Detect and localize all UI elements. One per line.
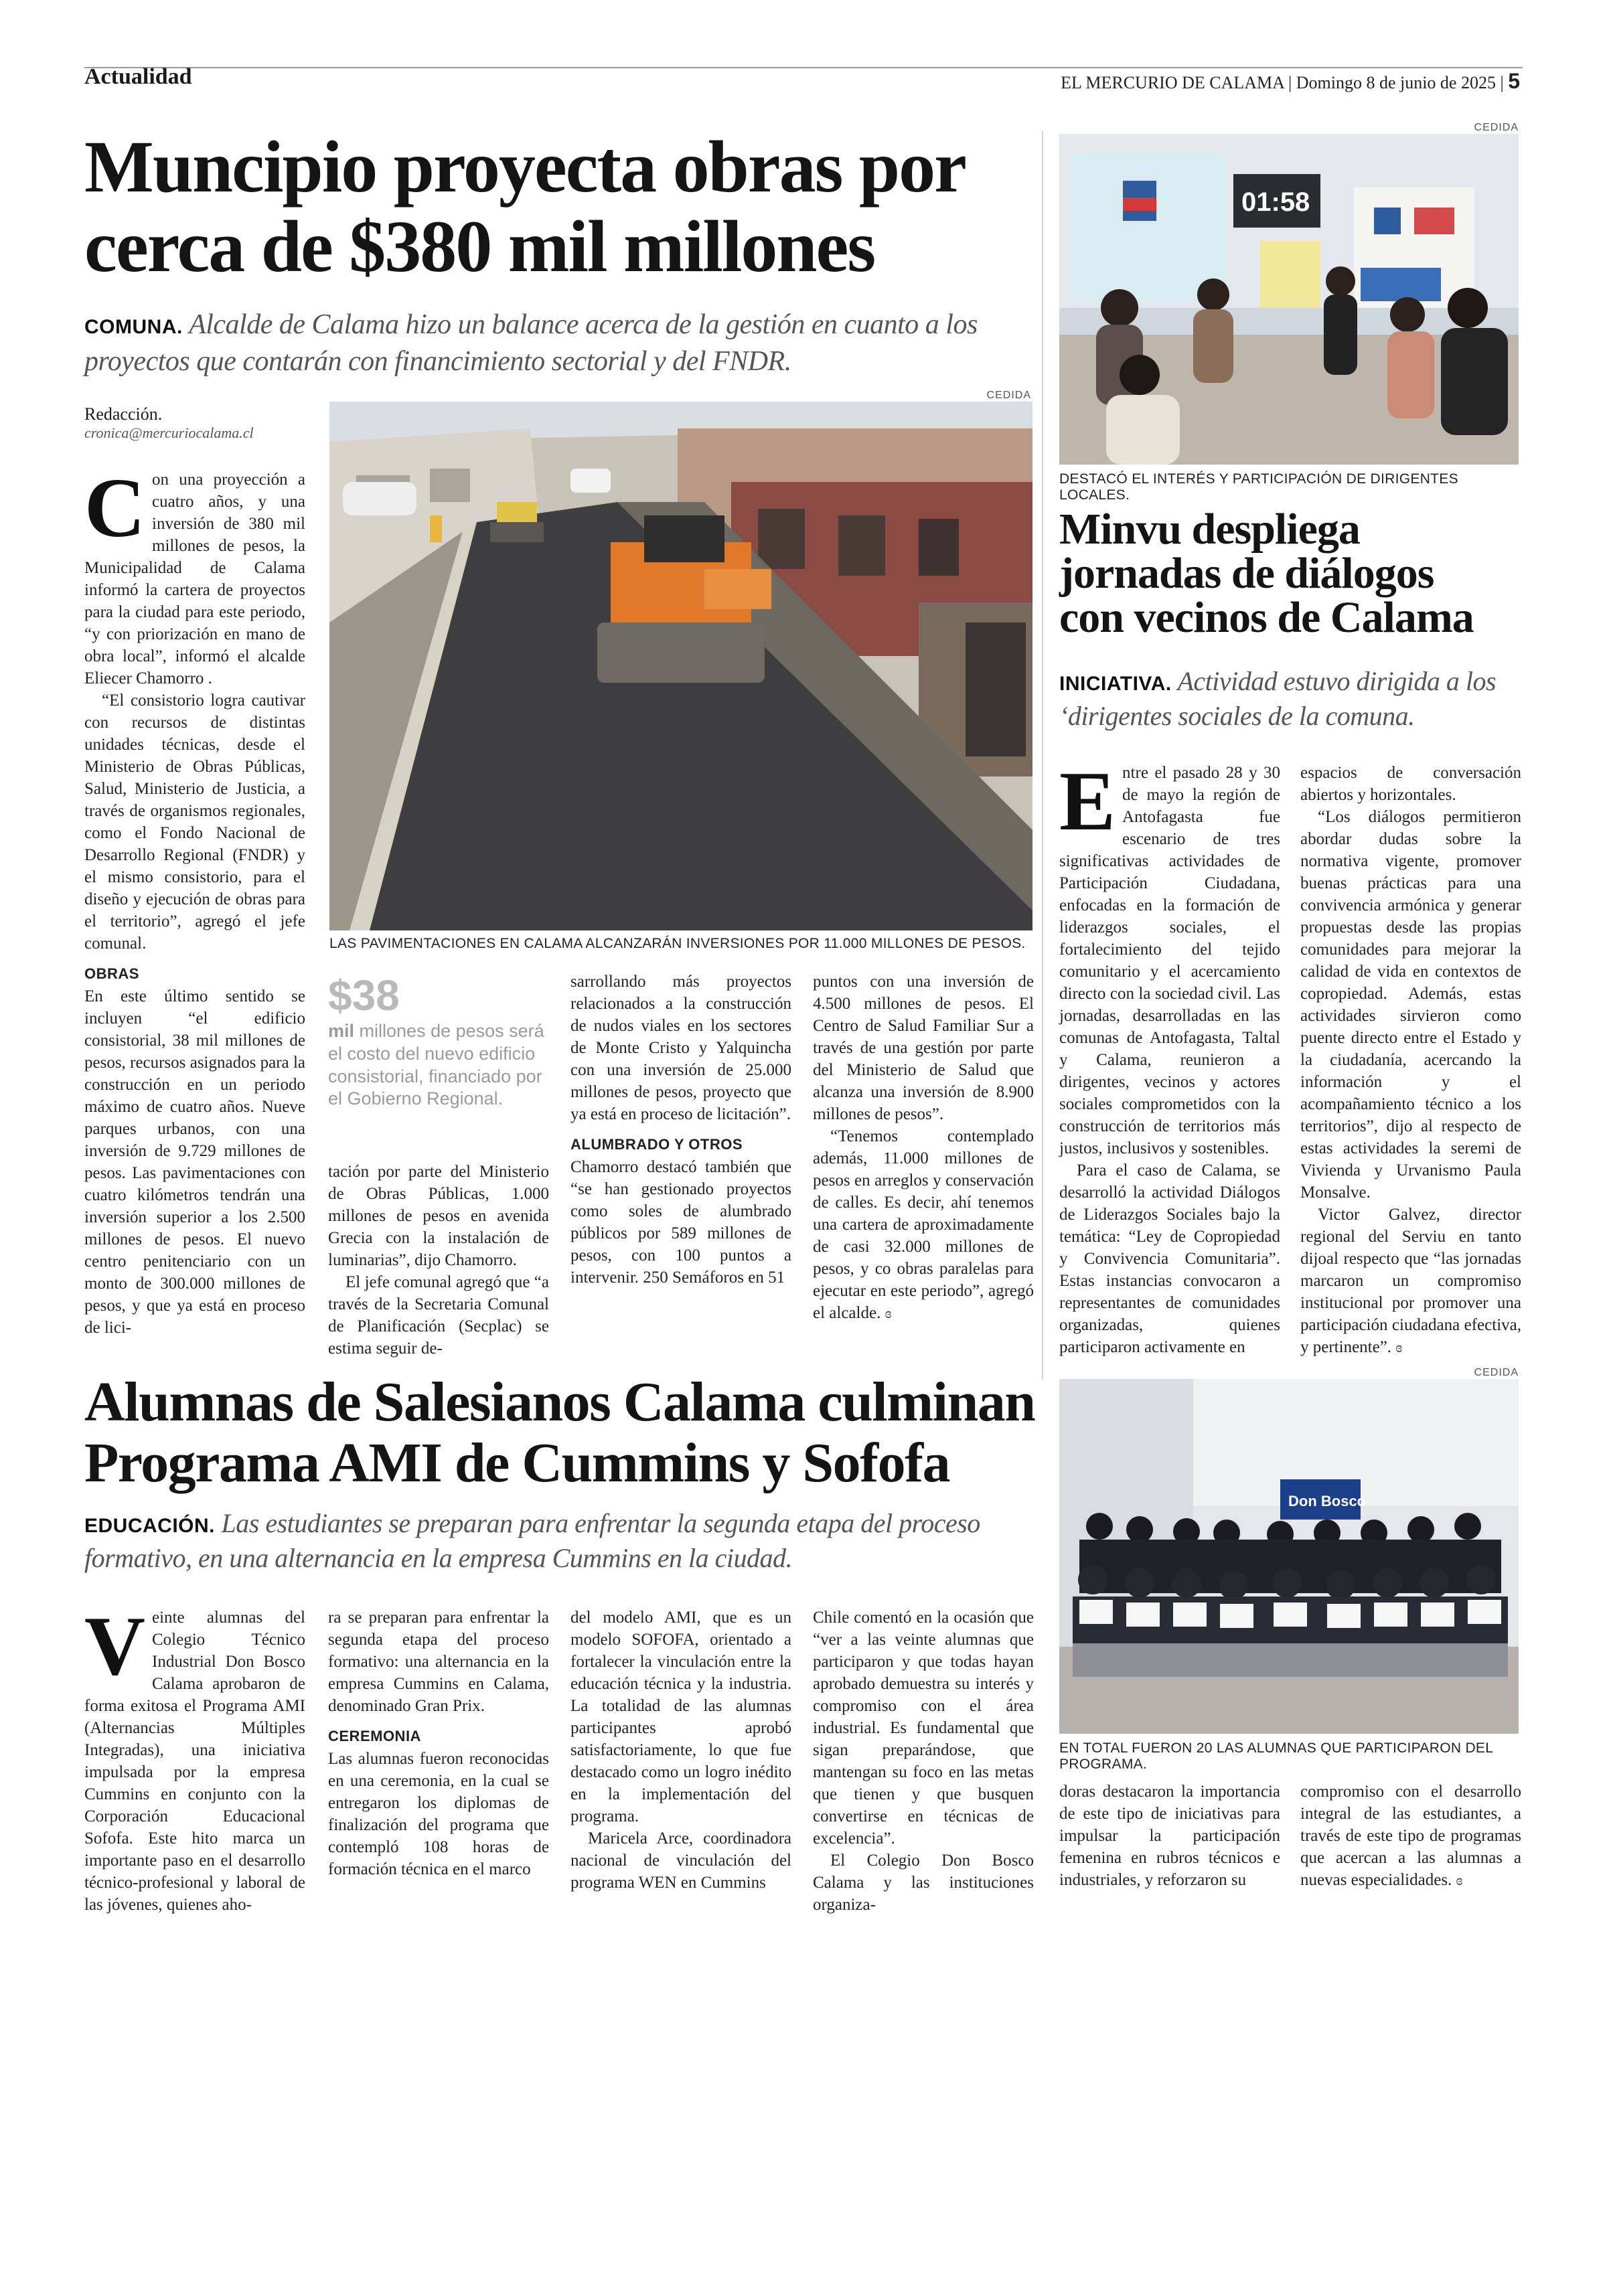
road-paving-photo (329, 402, 1032, 930)
photo-credit: CEDIDA (1474, 1367, 1519, 1378)
paragraph: ra se preparan para enfrentar la segunda etapa del proceso formativo: una alternancia en la empresa Cummins en Calama, denominado Gran Prix. (328, 1609, 549, 1715)
column-divider (1042, 131, 1043, 1380)
callout-unit: mil (328, 1021, 355, 1041)
photo-credit: CEDIDA (986, 390, 1031, 401)
students-group-photo (1059, 1379, 1519, 1734)
paragraph: espacios de conversación abiertos y horizontales. (1300, 764, 1521, 804)
byline-email: cronica@mercuriocalama.cl (84, 424, 254, 441)
article1-column-1 (84, 462, 305, 1339)
article3-column-1 (84, 1600, 305, 1916)
paragraph (1300, 1781, 1521, 1891)
dropcap: E (1059, 755, 1116, 848)
article2-headline-line3: con vecinos de Calama (1059, 593, 1474, 642)
screen-clock-text: 01:58 (1241, 187, 1310, 217)
article3-column-3 (570, 1607, 791, 1894)
article2-headline-line1: Minvu despliega (1059, 505, 1360, 554)
article2-headline-line2: jornadas de diálogos (1059, 549, 1434, 598)
end-mark: ɞ (1395, 1339, 1403, 1356)
paragraph-text: compromiso con el desarrollo integral de las estudiantes, a través de este tipo de programas que acercan a las alumnas a nuevas especialidades. (1300, 1783, 1521, 1889)
header-rule (84, 67, 1523, 68)
paragraph-text: einte alumnas del Colegio Técnico Industrial Don Bosco Calama aprobaron de forma exitosa el Programa AMI (Alternancias Múltiples Integradas), una iniciativa impulsada por la empresa Cummins en conjunto con la Corporación Educacional Sofofa. Este hito marca un importante paso en el desarrollo técnico-profesional y laboral de las jóvenes, quienes aho- (84, 1609, 305, 1914)
paragraph (1300, 1204, 1521, 1358)
subhead-alumbrado: ALUMBRADO Y OTROS (570, 1136, 743, 1153)
paragraph (84, 1600, 305, 1916)
paragraph: Chamorro destacó también que “se han gestionado proyectos como soles de alumbrado públicos por 589 millones de pesos, con 100 puntos a intervenir. 250 Semáforos en 51 (570, 1158, 791, 1287)
subhead-ceremonia: CEREMONIA (328, 1728, 421, 1744)
paragraph (1059, 755, 1280, 1159)
article1-column-2 (328, 1161, 549, 1360)
article3-column-5 (1059, 1781, 1280, 1891)
paragraph (84, 462, 305, 689)
paragraph: sarrollando más proyectos relacionados a la construcción de nudos viales en los sectores de Monte Cristo y Yalquincha con una inversión de 25.000 millones de pesos, proyecto que ya está en proceso de licitación”. (570, 973, 791, 1123)
article3-headline-line1: Alumnas de Salesianos Calama culminan (84, 1371, 1035, 1433)
photo-caption: EN TOTAL FUERON 20 LAS ALUMNAS QUE PARTICIPARON DEL PROGRAMA. (1059, 1740, 1493, 1772)
photo-caption: LAS PAVIMENTACIONES EN CALAMA ALCANZARÁN INVERSIONES POR 11.000 MILLONES DE PESOS. (329, 936, 1026, 951)
article1-byline (84, 404, 305, 442)
publication-name: EL MERCURIO DE CALAMA (1061, 73, 1284, 92)
article3-lead (84, 1506, 1035, 1576)
article1-headline-line2: cerca de $380 mil millones (84, 205, 875, 287)
article3-headline-line2: Programa AMI de Cummins y Sofofa (84, 1431, 950, 1494)
article1-kicker: COMUNA. (84, 316, 183, 338)
paragraph: doras destacaron la importancia de este tipo de iniciativas para impulsar la participación femenina en rubros técnicos e industriales, y reforzaron su (1059, 1783, 1280, 1889)
subhead-obras: OBRAS (84, 965, 139, 982)
callout-description: millones de pesos será el costo del nuevo edificio consistorial, financiado por el Gobierno Regional. (328, 1021, 544, 1109)
end-mark: ɞ (1456, 1872, 1463, 1888)
paragraph (813, 1125, 1034, 1324)
dropcap: V (84, 1600, 145, 1693)
callout-text (328, 1020, 549, 1111)
paragraph: puntos con una inversión de 4.500 millones de pesos. El Centro de Salud Familiar Sur a través de una gestión por parte del Ministerio de Salud que alcanza una inversión de 8.900 millones de pesos”. (813, 973, 1034, 1123)
article3-kicker: EDUCACIÓN. (84, 1515, 216, 1537)
header-info (1061, 69, 1520, 94)
paragraph: Las alumnas fueron reconocidas en una ceremonia, en la cual se entregaron los diplomas de finalización del programa que contempló 108 horas de formación técnica en el marco (328, 1750, 549, 1878)
callout-number: $38 (328, 971, 400, 1019)
page-number: 5 (1508, 69, 1520, 93)
paragraph: “Los diálogos permitieron abordar dudas sobre la normativa vigente, promover buenas prácticas para una convivencia armónica y generar propuestas desde las propias comunidades para mejorar la calidad de vida en contextos de copropiedad. Además, estas actividades sirvieron como puente directo entre el Estado y la ciudadanía, acercando la información y el acompañamiento técnico a los territorios”, dijo al respecto de estas actividades la seremi de Vivienda y Urvanismo Paula Monsalve. (1300, 808, 1521, 1202)
article3-lead-text: Las estudiantes se preparan para enfrentar la segunda etapa del proceso formativo, en una alternancia en la empresa Cummins en la ciudad. (84, 1508, 980, 1573)
paragraph-text: ntre el pasado 28 y 30 de mayo la región de Antofagasta fue escenario de tres significativas actividades de Participación Ciudadana, enfocadas en la formación de liderazgos sociales, el fortalecimiento del tejido comunitario y el acercamiento directo con la sociedad civil. Las jornadas, desarrolladas en las comunas de Antofagasta, Taltal y Calama, reunieron a dirigentes, vecinos y actores sociales comprometidos con la construcción de territorios más justos, inclusivos y sostenibles. (1059, 764, 1280, 1157)
paragraph: Maricela Arce, coordinadora nacional de vinculación del programa WEN en Cummins (570, 1829, 791, 1892)
article1-lead (84, 307, 1035, 380)
section-name: Actualidad (84, 64, 192, 89)
article2-headline (1059, 507, 1519, 640)
article2-lead (1059, 664, 1519, 734)
paragraph: Para el caso de Calama, se desarrolló la actividad Diálogos de Liderazgos Sociales bajo la temática: “Ley de Copropiedad y Convivencia Comunitaria”. Estas instancias convocaron a representantes de comunidades organizadas, quienes participaron activamente en (1059, 1161, 1280, 1356)
paragraph-text: Victor Galvez, director regional del Serviu en tanto dijoal respecto que “las jornadas marcaron un compromiso institucional por promover una participación ciudadana efectiva, y pertinente”. (1300, 1206, 1521, 1356)
article2-lead-text: Actividad estuvo dirigida a los ‘dirigentes sociales de la comuna. (1059, 666, 1497, 731)
article2-kicker: INICIATIVA. (1059, 673, 1172, 695)
article1-column-4 (813, 971, 1034, 1324)
paragraph: tación por parte del Ministerio de Obras Públicas, 1.000 millones de pesos en avenida Grecia con la instalación de luminarias”, dijo Chamorro. (328, 1163, 549, 1269)
article1-column-3 (570, 971, 791, 1289)
paragraph: El Colegio Don Bosco Calama y las instituciones organiza- (813, 1852, 1034, 1914)
photo-credit: CEDIDA (1474, 122, 1519, 133)
banner-text: Don Bosco (1288, 1493, 1367, 1509)
article1-lead-text: Alcalde de Calama hizo un balance acerca de la gestión en cuanto a los proyectos que contarán con financimiento sectorial y del FNDR. (84, 309, 978, 377)
paragraph-text: on una proyección a cuatro años, y una inversión de 380 mil millones de pesos, la Municipalidad de Calama informó la cartera de proyectos para la ciudad para este periodo, “y con priorización en mano de obra local”, informó el alcalde Eliecer Chamorro . (84, 471, 305, 687)
header-separator: | (1288, 73, 1296, 92)
paragraph: En este último sentido se incluyen “el edificio consistorial, 38 mil millones de pesos, recursos asignados para la construcción en un periodo máximo de cuatro años. Nueve parques urbanos, con una inversión de 9.729 millones de pesos. Las pavimentaciones con cuatro kilómetros tendrán una inversión superior a los 2.500 millones de pesos. El nuevo centro penitenciario con un monto de 300.000 millones de pesos, y que ya está en proceso de lici- (84, 987, 305, 1337)
end-mark: ɞ (885, 1305, 892, 1321)
article1-headline-line1: Muncipio proyecta obras por (84, 126, 966, 208)
dropcap: C (84, 462, 145, 555)
header-separator: | (1500, 73, 1509, 92)
meeting-photo (1059, 134, 1519, 465)
paragraph: del modelo AMI, que es un modelo SOFOFA, orientado a fortalecer la vinculación entre la educación técnica y la industria. La totalidad de las alumnas participantes aprobó satisfactoriamente, lo que fue destacado como un logro inédito en la implementación del programa. (570, 1609, 791, 1825)
paragraph: El jefe comunal agregó que “a través de la Secretaria Comunal de Planificación (Secplac) se estima seguir de- (328, 1273, 549, 1358)
article3-column-4 (813, 1607, 1034, 1916)
paragraph: Chile comentó en la ocasión que “ver a las veinte alumnas que participaron y que todas hayan aprobado demuestra su interés y compromiso con el área industrial. Es fundamental que sigan preparándose, que mantengan su foco en las metas que tienen y que busquen convertirse en técnicas de excelencia”. (813, 1609, 1034, 1848)
article3-column-2 (328, 1607, 549, 1880)
callout-box (328, 971, 549, 1111)
publication-date: Domingo 8 de junio de 2025 (1296, 73, 1496, 92)
paragraph-text: “Tenemos contemplado además, 11.000 millones de pesos en arreglos y conservación de calles. Es decir, ahí tenemos una cartera de aproximadamente de casi 32.000 millones de pesos, y co obras paralelas para ejecutar en este periodo”, agregó el alcalde. (813, 1127, 1034, 1322)
article2-column-2 (1300, 762, 1521, 1358)
paragraph: “El consistorio logra cautivar con recursos de distintas unidades técnicas, desde el Ministerio de Obras Públicas, Salud, Ministerio de Justicia, a través de organismos regionales, como el Fondo Nacional de Desarrollo Regional (FNDR) y el mismo consistorio, para el diseño y ejecución de obras para el territorio”, agregó el jefe comunal. (84, 691, 305, 953)
article1-headline (84, 127, 1035, 286)
article2-column-1 (1059, 755, 1280, 1358)
photo-caption: DESTACÓ EL INTERÉS Y PARTICIPACIÓN DE DIRIGENTES LOCALES. (1059, 471, 1458, 503)
article3-headline (84, 1372, 1035, 1493)
article3-column-6 (1300, 1781, 1521, 1891)
byline-name: Redacción. (84, 404, 163, 424)
